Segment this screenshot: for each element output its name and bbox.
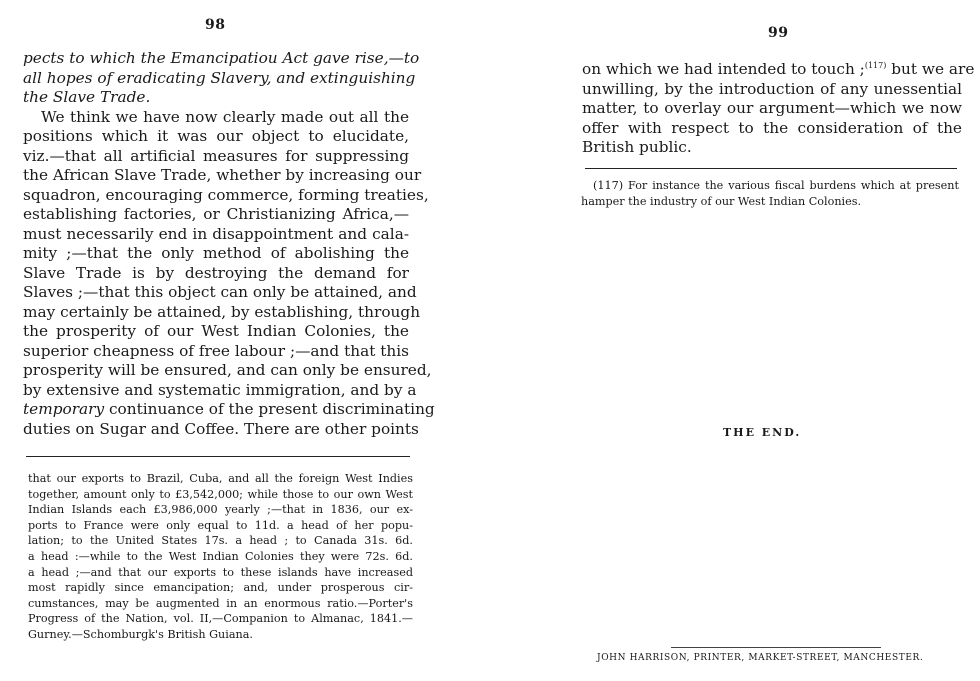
footnote-line: a head :—while to the West Indian Colonies they were 72s. 6d.	[28, 549, 413, 563]
body-line: unwilling, by the introduction of any unessential	[582, 79, 962, 98]
footnote-line: lation; to the United States 17s. a head ; to Canada 31s. 6d.	[28, 534, 413, 548]
left-footnote	[28, 471, 413, 643]
footnote-line: Indian Islands each £3,986,000 yearly ;—that in 1836, our ex-	[28, 503, 413, 517]
footnote-line: cumstances, may be augmented in an enormous ratio.—Porter's	[28, 596, 413, 610]
page-number-right: 99	[768, 25, 789, 41]
body-line: all hopes of eradicating Slavery, and extinguishing	[23, 68, 416, 87]
imprint-divider	[671, 647, 881, 648]
footnote-line: hamper the industry of our West Indian Colonies.	[581, 194, 862, 208]
body-line: the African Slave Trade, whether by increasing our	[23, 166, 422, 184]
body-line: prosperity will be ensured, and can only be ensured,	[23, 361, 432, 379]
body-line: positions which it was our object to elucidate,	[23, 127, 409, 145]
printer-imprint: JOHN HARRISON, PRINTER, MARKET-STREET, MANCHESTER.	[597, 653, 924, 663]
body-line: squadron, encouraging commerce, forming treaties,	[23, 185, 429, 204]
the-end-heading: THE END.	[723, 426, 802, 439]
body-line: must necessarily end in disappointment and cala-	[23, 224, 409, 243]
body-line: mity ;—that the only method of abolishing the	[23, 244, 409, 262]
body-line: by extensive and systematic immigration, and by a	[23, 380, 417, 399]
body-line: We think we have now clearly made out all the	[41, 107, 409, 126]
right-footnote	[581, 178, 959, 209]
body-line	[23, 400, 435, 420]
left-body-text	[23, 49, 435, 439]
body-line-end: but we are	[886, 60, 975, 78]
footnote-line: Progress of the Nation, vol. II,—Companion to Almanac, 1841.—	[28, 612, 413, 626]
footnote-line: a head ;—and that our exports to these islands have increased	[28, 565, 413, 579]
page-number-left: 98	[205, 17, 226, 33]
body-line: the prosperity of our West Indian Colonies, the	[23, 322, 409, 340]
footnote-line: most rapidly since emancipation; and, under prosperous cir-	[28, 581, 413, 595]
body-line: pects to which the Emancipatiou Act gave rise,—to	[23, 49, 420, 67]
footnote-line: ports to France were only equal to 11d. a head of her popu-	[28, 518, 413, 532]
body-line: duties on Sugar and Coffee. There are other points	[23, 419, 419, 438]
body-line: establishing factories, or Christianizing Africa,—	[23, 205, 409, 223]
footnote-reference[interactable]: (117)	[864, 61, 887, 70]
footnote-line: together, amount only to £3,542,000; while those to our own West	[28, 487, 413, 501]
right-page	[575, 0, 975, 681]
body-line: may certainly be attained, by establishing, through	[23, 302, 421, 321]
footnote-line: (117) For instance the various fiscal burdens which at present	[593, 179, 959, 192]
body-line: Slave Trade is by destroying the demand for	[23, 263, 409, 282]
body-line: offer with respect to the consideration of the	[582, 118, 962, 137]
body-line-start: on which we had intended to touch ;	[582, 60, 865, 78]
body-line: Slaves ;—that this object can only be attained, and	[23, 283, 417, 301]
footnote-divider	[26, 456, 410, 457]
left-page	[0, 0, 435, 681]
body-line: superior cheapness of free labour ;—and that this	[23, 341, 409, 360]
footnote-divider	[585, 168, 957, 169]
body-line	[582, 56, 975, 80]
body-line: viz.—that all artificial measures for suppressing	[23, 146, 409, 165]
italic-word: temporary	[23, 400, 105, 418]
footnote-line: that our exports to Brazil, Cuba, and all the foreign West Indies	[28, 472, 413, 485]
body-line: British public.	[582, 138, 692, 156]
body-line-rest: continuance of the present discriminating	[104, 400, 435, 418]
footnote-line: Gurney.—Schomburgk's British Guiana.	[28, 627, 253, 641]
right-body-text	[582, 56, 975, 158]
body-line: the Slave Trade.	[23, 88, 151, 106]
body-line: matter, to overlay our argument—which we now	[582, 99, 962, 117]
